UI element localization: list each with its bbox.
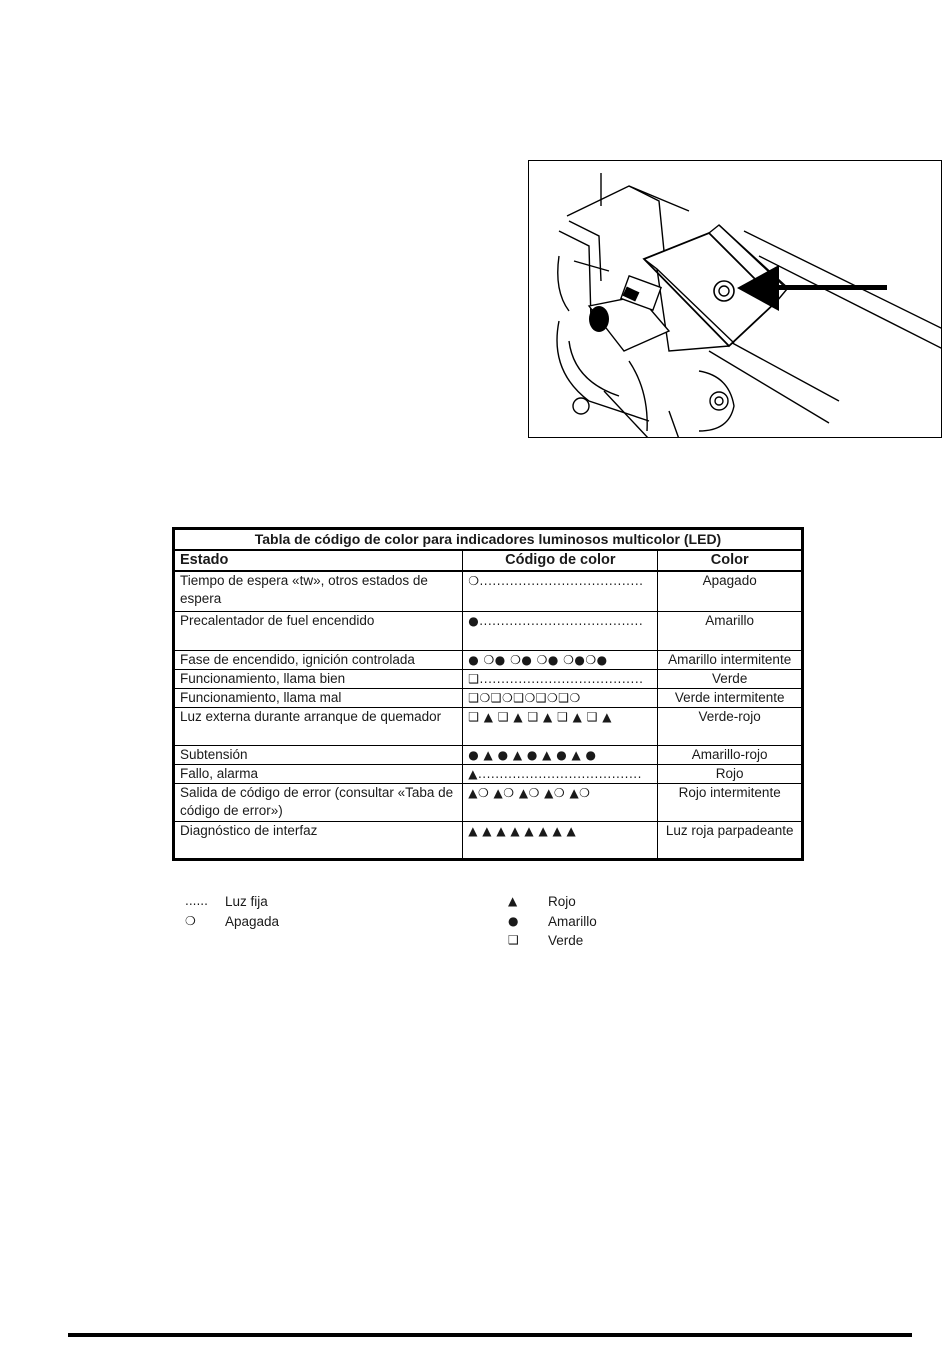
cell-codigo: ● ▲ ● ▲ ● ▲ ● ▲ ●: [463, 745, 658, 764]
legend-label: Rojo: [548, 894, 576, 909]
legend-symbol: ●: [508, 913, 519, 928]
legend-item: [508, 892, 597, 912]
cell-color: Verde-rojo: [658, 707, 803, 745]
legend-label: Amarillo: [548, 913, 597, 929]
legend-right: [508, 892, 597, 951]
cell-codigo: ●......................................: [463, 611, 658, 650]
legend-symbol: ❑: [508, 933, 519, 947]
cell-codigo: ▲❍ ▲❍ ▲❍ ▲❍ ▲❍: [463, 783, 658, 821]
legend-label: Apagada: [225, 913, 280, 929]
table-row: [174, 611, 803, 650]
legend-symbol: ❍: [185, 913, 196, 928]
table-row: [174, 707, 803, 745]
header-codigo: Código de color: [463, 550, 658, 571]
cell-codigo: ❑❍❑❍❑❍❑❍❑❍: [463, 688, 658, 707]
header-estado: Estado: [174, 550, 463, 571]
table-row: [174, 650, 803, 669]
cell-color: Luz roja parpadeante: [658, 821, 803, 859]
cell-color: Verde: [658, 669, 803, 688]
cell-color: Apagado: [658, 571, 803, 611]
legend-left: [185, 892, 279, 931]
cell-codigo: ❍......................................: [463, 571, 658, 611]
legend-label: Verde: [548, 933, 584, 948]
burner-illustration: [529, 161, 942, 438]
header-color: Color: [658, 550, 803, 571]
legend-item: [185, 912, 279, 932]
cell-codigo: ▲ ▲ ▲ ▲ ▲ ▲ ▲ ▲: [463, 821, 658, 859]
cell-estado: Precalentador de fuel encendido: [174, 611, 463, 650]
table-row: [174, 669, 803, 688]
legend-symbol: ......: [185, 894, 208, 908]
legend-item: [508, 931, 597, 951]
cell-color: Amarillo: [658, 611, 803, 650]
cell-estado: Funcionamiento, llama mal: [174, 688, 463, 707]
table-row: [174, 745, 803, 764]
cell-codigo: ● ❍● ❍● ❍● ❍●❍●: [463, 650, 658, 669]
cell-estado: Funcionamiento, llama bien: [174, 669, 463, 688]
cell-estado: Subtensión: [174, 745, 463, 764]
cell-color: Rojo: [658, 764, 803, 783]
cell-codigo: ❑......................................: [463, 669, 658, 688]
table-row: [174, 571, 803, 611]
legend-symbol: ▲: [508, 894, 518, 908]
table-row: [174, 821, 803, 859]
legend-label: Luz fija: [225, 894, 268, 909]
table-row: [174, 764, 803, 783]
cell-estado: Diagnóstico de interfaz: [174, 821, 463, 859]
burner-figure: [528, 160, 942, 438]
cell-estado: Luz externa durante arranque de quemador: [174, 707, 463, 745]
legend-item: [508, 912, 597, 932]
cell-codigo: ▲......................................: [463, 764, 658, 783]
legend-item: [185, 892, 279, 912]
cell-color: Amarillo-rojo: [658, 745, 803, 764]
footer-rule: [68, 1333, 912, 1337]
cell-estado: Fallo, alarma: [174, 764, 463, 783]
cell-color: Verde intermitente: [658, 688, 803, 707]
table-title: Tabla de código de color para indicadores luminosos multicolor (LED): [174, 529, 803, 551]
cell-color: Amarillo intermitente: [658, 650, 803, 669]
led-color-code-table: [172, 527, 804, 861]
table-row: [174, 783, 803, 821]
cell-estado: Tiempo de espera «tw», otros estados de espera: [174, 571, 463, 611]
cell-codigo: ❑ ▲ ❑ ▲ ❑ ▲ ❑ ▲ ❑ ▲: [463, 707, 658, 745]
table-row: [174, 688, 803, 707]
cell-estado: Salida de código de error (consultar «Taba de código de error»): [174, 783, 463, 821]
cell-estado: Fase de encendido, ignición controlada: [174, 650, 463, 669]
cell-color: Rojo intermitente: [658, 783, 803, 821]
